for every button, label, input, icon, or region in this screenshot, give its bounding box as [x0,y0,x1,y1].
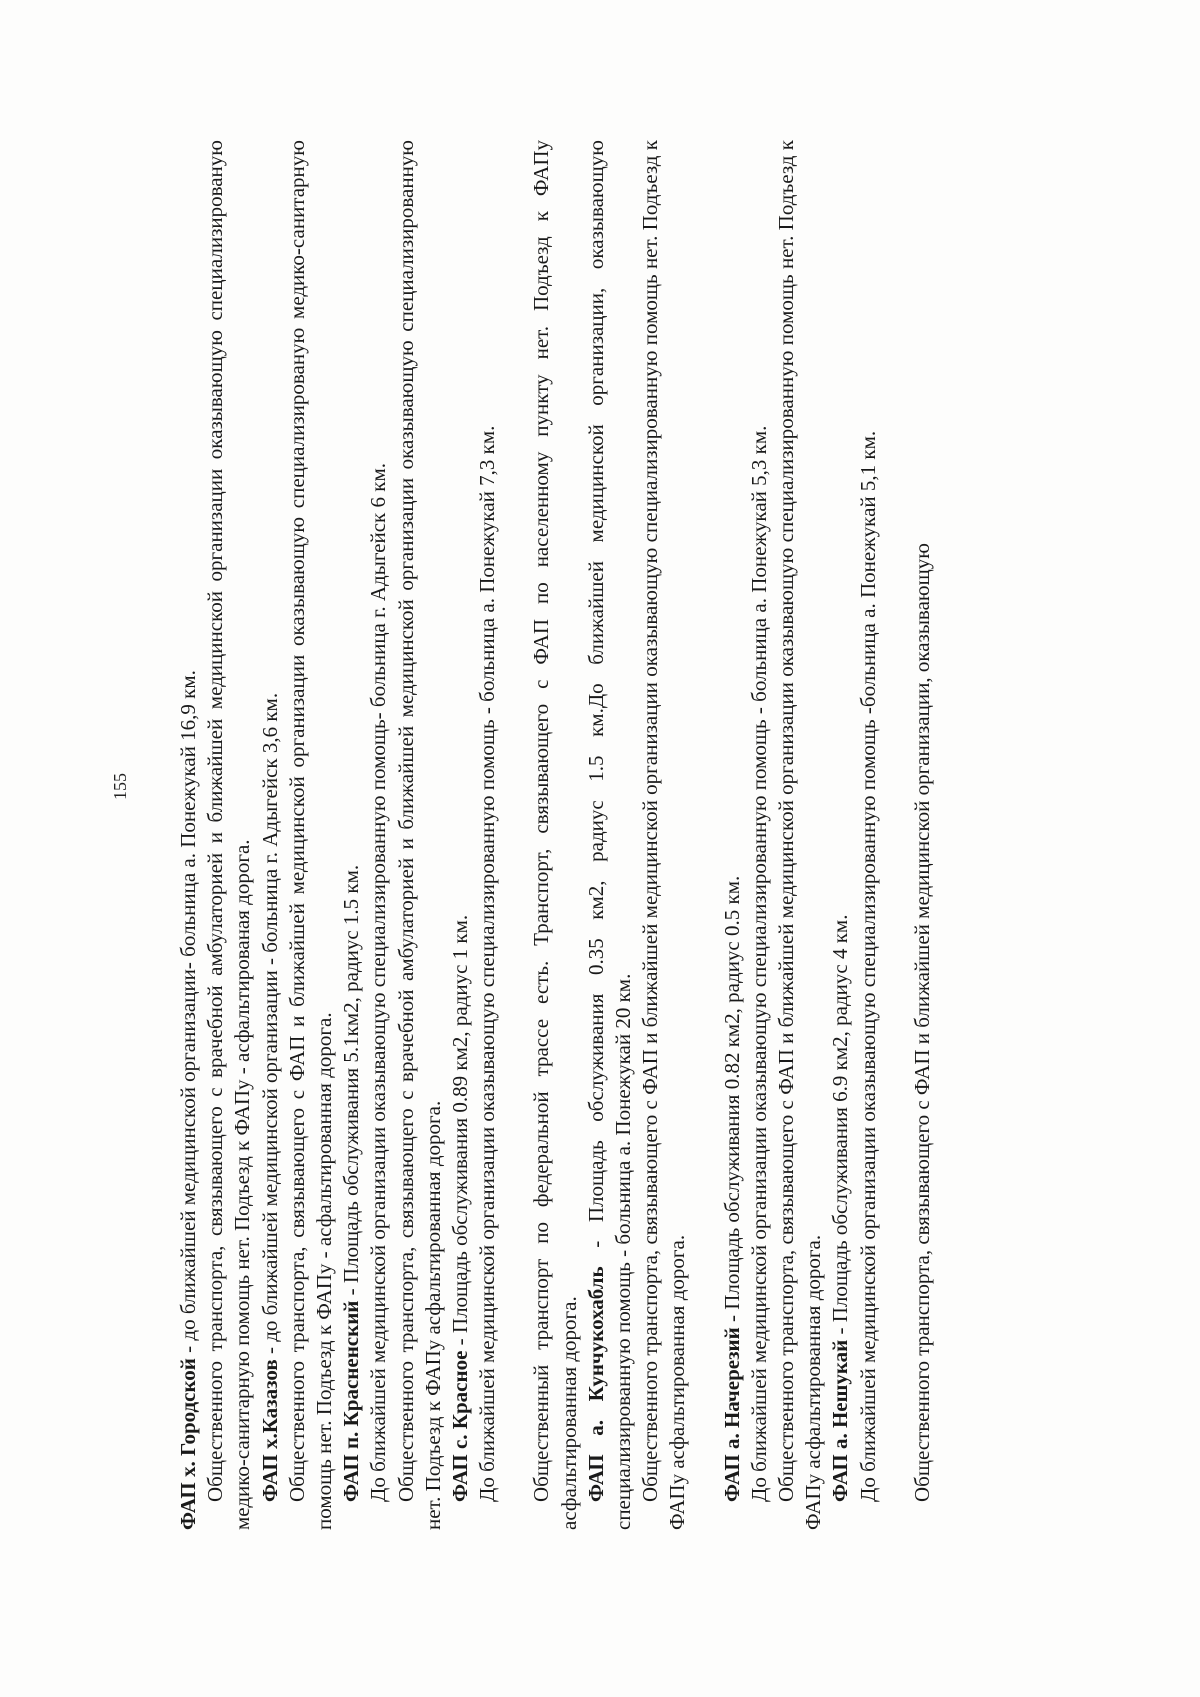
paragraph-text: До ближайшей медицинской организации оказывающую специализированную помощь - больница а. Понежукай 5,3 км. [746,425,771,1502]
paragraph-text: Общественного транспорта, связывающего с ФАП и ближайшей медицинской организации оказывающую специализированную помощь нет. Подъезд к ФАПу асфальтированная дорога. [638,140,690,1530]
paragraph-text: Общественного транспорта, связывающего с ФАП и ближайшей медицинской организации оказывающую специализированную помощь нет. Подъезд к ФАПу асфальтированная дорога. [774,140,826,1530]
paragraph-heading: ФАП а. Кунчукохабль [583,1266,608,1502]
paragraph-transport-nacherezy [773,140,827,1530]
paragraph-distance-krasnenskiy [365,140,392,1530]
paragraph-heading: ФАП х. Городской [176,1358,200,1530]
paragraph-text: До ближайшей медицинской организации оказывающую специализированную помощь - больница а. Понежукай 7,3 км. [475,425,500,1502]
paragraph-transport-krasnenskiy [393,140,447,1530]
paragraph-text: - Площадь обслуживания 0.82 км2, радиус 0.5 км. [719,875,744,1328]
paragraph-text: До ближайшей медицинской организации оказывающую специализированную помощь -больница а. Понежукай 5,1 км. [855,430,880,1502]
paragraph-fap-kazazov [257,140,284,1530]
paragraph-distance-nacherezy [746,140,773,1530]
paragraph-heading: ФАП а. Нешукай [828,1339,853,1502]
page-number: 155 [110,773,130,800]
paragraph-text: Общественного транспорта, связывающего с ФАП и ближайшей медицинской организации, оказывающую [909,543,934,1502]
paragraph-transport-neshukay [909,140,936,1530]
paragraph-heading: ФАП х.Казазов [257,1359,282,1502]
paragraph-text: Общественного транспорта, связывающего с врачебной амбулаторией и ближайшей медицинской организации оказывающую специализированую медико-санитарную помощь нет. Подъезд к ФАПу - асфальтированая дорога. [203,140,255,1530]
paragraph-fap-gorodskoy [175,140,202,1530]
paragraph-text: - Площадь обслуживания 6.9 км2, радиус 4 км. [828,914,853,1340]
paragraph-text: - до ближайшей медицинской организации - больница г. Адыгейск 3,6 км. [257,692,282,1360]
paragraph-fap-neshukay [827,140,854,1530]
paragraph-distance-krasnoe [474,140,501,1530]
paragraph-text: - Площадь обслуживания 5.1км2, радиус 1.5 км. [339,864,364,1301]
paragraph-text: - Площадь обслуживания 0.89 км2, радиус 1 км. [448,914,473,1351]
paragraph-fap-kunchukokhabl [583,140,637,1530]
paragraph-heading: ФАП п. Красненский [339,1300,364,1502]
paragraph-fap-krasnenskiy [338,140,365,1530]
paragraph-transport-krasnoe [528,140,582,1530]
paragraph-text: Общественного транспорта, связывающего с ФАП и ближайшей медицинской организации оказывающую специализированую медико-санитарную помощь нет. Подъезд к ФАПу - асфальтированная дорога. [284,140,337,1530]
paragraph-heading: ФАП а. Начерезий [719,1327,744,1502]
document-body [175,140,1105,1530]
paragraph-transport-gorodskoy [202,140,256,1530]
paragraph-fap-nacherezy [719,140,746,1530]
paragraph-distance-neshukay [855,140,882,1530]
paragraph-transport-kunchukokhabl [637,140,691,1530]
paragraph-text: - до ближайшей медицинской организации- больница а. Понежукай 16,9 км. [176,670,200,1359]
paragraph-text: - Площадь обслуживания 0.35 км2, радиус 1.5 км.До ближайшей медицинской организации, оказывающую специализированную помощь - больница а. Понежукай 20 км. [583,140,636,1530]
paragraph-text: Общественный транспорт по федеральной трассе есть. Транспорт, связывающего с ФАП по населенному пункту нет. Подъезд к ФАПу асфальтированная дорога. [529,140,581,1530]
paragraph-fap-krasnoe [447,140,474,1530]
paragraph-text: До ближайшей медицинской организации оказывающую специализированную помощь- больница г. Адыгейск 6 км. [366,463,391,1502]
paragraph-text: Общественного транспорта, связывающего с врачебной амбулаторией и ближайшей медицинской организации оказывающую специализированную нет. Подъезд к ФАПу асфальтированная дорога. [393,140,445,1530]
paragraph-transport-kazazov [284,140,338,1530]
paragraph-heading: ФАП с. Красное [448,1350,473,1502]
